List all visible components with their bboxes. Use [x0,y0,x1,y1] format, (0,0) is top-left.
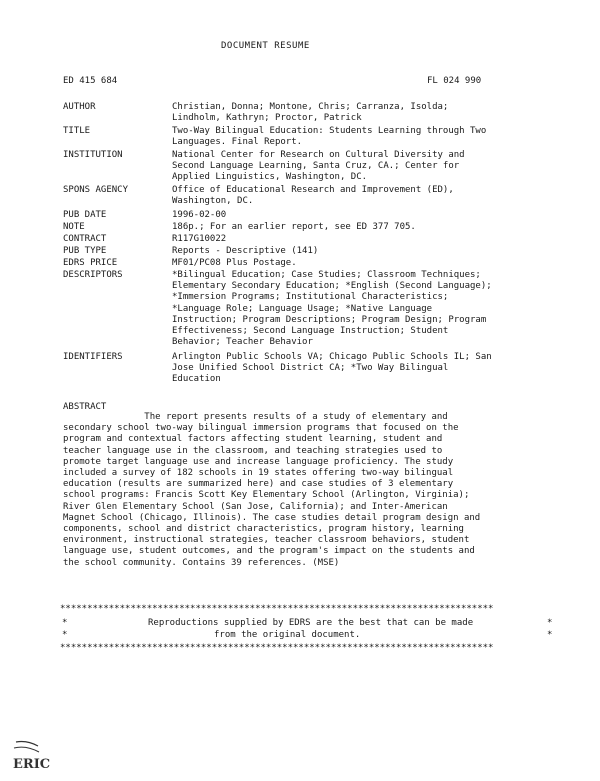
svg-text:ERIC: ERIC [13,757,51,772]
author-value: Christian, Donna; Montone, Chris; Carranza, Isolda; Lindholm, Kathryn; Proctor, Patrick [172,102,449,124]
fl-number: FL 024 990 [427,76,482,86]
abstract-body: The report presents results of a study of elementary and secondary school two-way bilingual immersion programs that focused on the program and contextual factors affecting student learning, student and teacher language use in the classroom, and teaching strategies used to promote target language use and increase language proficiency. The study included a survey of 182 schools in 19 states offering two-way bilingual education (results are summarized here) and case studies of 3 elementary school programs: Francis Scott Key Elementary School (Arlington, Virginia); River Glen Elementary School (San Jose, California); and Inter-American Magnet School (Chicago, Illinois). The case studies detail program design and components, school and district characteristics, program history, learning environment, instructional strategies, teacher classroom behaviors, student language use, student outcomes, and the program's impact on the students and the school community. Contains 39 references. (MSE) [63,412,481,568]
pub-date-label: PUB DATE [63,210,107,220]
pub-date-value: 1996-02-00 [172,210,227,220]
spons-agency-value: Office of Educational Research and Improvement (ED), Washington, DC. [172,185,454,207]
ed-number: ED 415 684 [63,76,118,86]
contract-value: R117G10022 [172,234,227,244]
spons-agency-label: SPONS AGENCY [63,185,129,195]
star-marker-right: * [547,618,553,628]
star-marker-left: * [62,618,68,628]
note-value: 186p.; For an earlier report, see ED 377 705. [172,222,416,232]
star-marker-left: * [62,630,68,640]
descriptors-value: *Bilingual Education; Case Studies; Classroom Techniques; Elementary Secondary Education; *English (Second Language); *Immersion Programs; Institutional Characteristics; *Language Role; Language Usage; *Native Language Instruction; Program Descriptions; Program Design; Program Effectiveness; Second Language Instruction; Student Behavior; Teacher Behavior [172,270,492,348]
author-label: AUTHOR [63,102,96,112]
star-border-top: ******************************************************************************** [60,604,494,614]
identifiers-value: Arlington Public Schools VA; Chicago Public Schools IL; San Jose Unified School District CA; *Two Way Bilingual Education [172,352,492,385]
pub-type-label: PUB TYPE [63,246,107,256]
star-marker-right: * [547,630,553,640]
institution-label: INSTITUTION [63,150,123,160]
descriptors-label: DESCRIPTORS [63,270,123,280]
reproduction-note-line-1: Reproductions supplied by EDRS are the best that can be made [148,618,474,628]
edrs-price-label: EDRS PRICE [63,258,118,268]
star-border-bottom: ******************************************************************************** [60,643,494,653]
institution-value: National Center for Research on Cultural Diversity and Second Language Learning, Santa Cruz, CA.; Center for Applied Linguistics, Washington, DC. [172,150,465,183]
reproduction-note-line-2: from the original document. [214,630,361,640]
edrs-price-value: MF01/PC08 Plus Postage. [172,258,297,268]
note-label: NOTE [63,222,85,232]
eric-logo-icon [12,740,51,774]
contract-label: CONTRACT [63,234,107,244]
pub-type-value: Reports - Descriptive (141) [172,246,319,256]
abstract-label: ABSTRACT [63,402,107,412]
title-label: TITLE [63,126,91,136]
document-title: DOCUMENT RESUME [221,41,310,51]
identifiers-label: IDENTIFIERS [63,352,123,362]
title-value: Two-Way Bilingual Education: Students Learning through Two Languages. Final Report. [172,126,487,148]
